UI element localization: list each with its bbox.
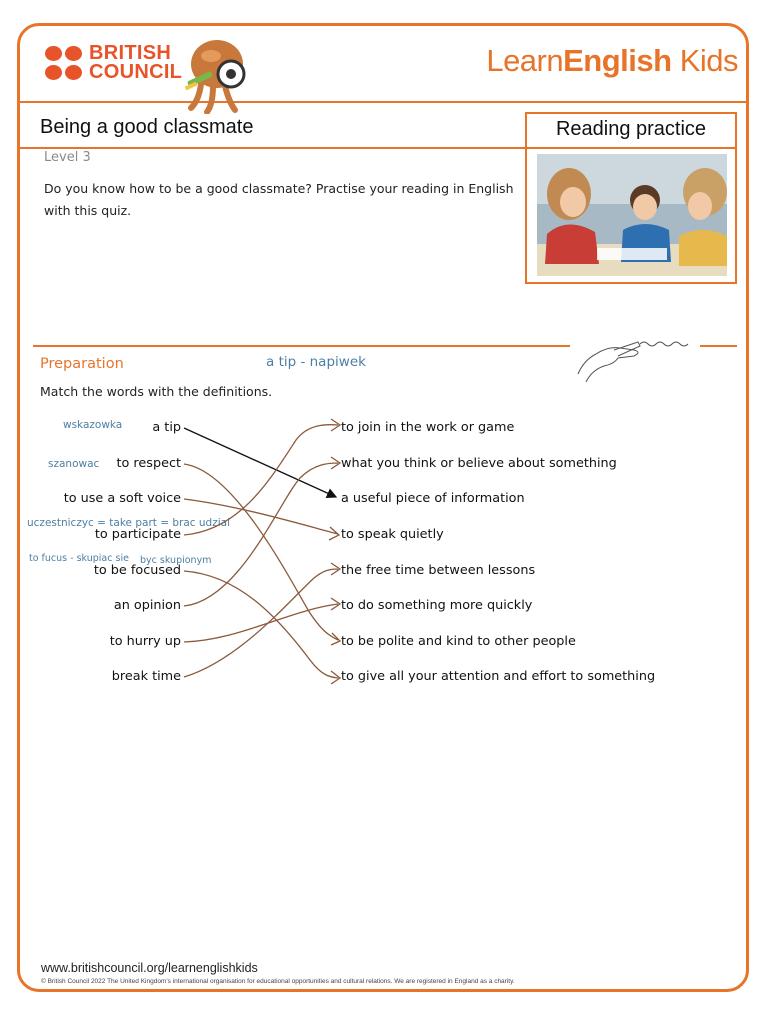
word-item: to hurry up (109, 634, 181, 649)
annotation-tip: wskazowka (63, 419, 123, 431)
definition-item: to give all your attention and effort to something (341, 669, 656, 684)
word-item: an opinion (113, 598, 181, 613)
word-item: break time (111, 669, 181, 684)
footer-copyright: © British Council 2022 The United Kingdom’s international organisation for educational opportunities and cultural relations. We are registered in England as a charity. (41, 978, 515, 985)
annotation-focused-b: byc skupionym (140, 555, 212, 566)
reading-practice-title: Reading practice (555, 118, 707, 140)
word-item: a tip (152, 420, 181, 435)
definition-item: to do something more quickly (341, 598, 533, 613)
preparation-heading: Preparation (40, 356, 124, 372)
definition-item: a useful piece of information (341, 491, 525, 506)
word-item: to be focused (93, 563, 181, 578)
header-divider (19, 101, 747, 103)
writing-hand-icon (574, 330, 694, 384)
definition-item: to speak quietly (341, 527, 444, 542)
reading-practice-box (525, 112, 737, 284)
lesson-title: Being a good classmate (40, 116, 254, 138)
handwritten-tip-note: a tip - napiwek (266, 354, 366, 370)
lesson-level: Level 3 (44, 150, 91, 165)
learnenglish-kids-logo (486, 43, 738, 79)
section-divider-left (33, 345, 570, 347)
logo-dots-icon (45, 46, 85, 82)
logo-line-2: COUNCIL (89, 61, 183, 83)
definition-item: the free time between lessons (341, 563, 536, 578)
annotation-participate: uczestniczyc = take part = brac udzial (27, 517, 230, 529)
classroom-photo (537, 154, 727, 276)
word-item: to use a soft voice (63, 491, 181, 506)
mascot-icon (183, 34, 255, 114)
definition-item: what you think or believe about something (341, 456, 617, 471)
exercise-instruction: Match the words with the definitions. (40, 384, 273, 399)
annotation-focused-a: to fucus - skupiac sie (29, 553, 129, 564)
site-name-suffix: Kids (671, 43, 738, 78)
site-name-prefix: Learn (486, 43, 564, 78)
definition-item: to be polite and kind to other people (341, 634, 576, 649)
reading-practice-divider (527, 147, 735, 149)
site-name-bold: English (563, 43, 672, 78)
section-divider-right (700, 345, 737, 347)
word-item: to participate (94, 527, 181, 542)
lesson-intro: Do you know how to be a good classmate? Practise your reading in English with this quiz. (44, 181, 514, 218)
definition-item: to join in the work or game (341, 420, 515, 435)
word-item: to respect (116, 456, 181, 471)
footer-url[interactable]: www.britishcouncil.org/learnenglishkids (41, 961, 258, 975)
logo-line-1: BRITISH (89, 42, 172, 64)
title-divider (19, 147, 525, 149)
annotation-respect: szanowac (48, 458, 100, 470)
